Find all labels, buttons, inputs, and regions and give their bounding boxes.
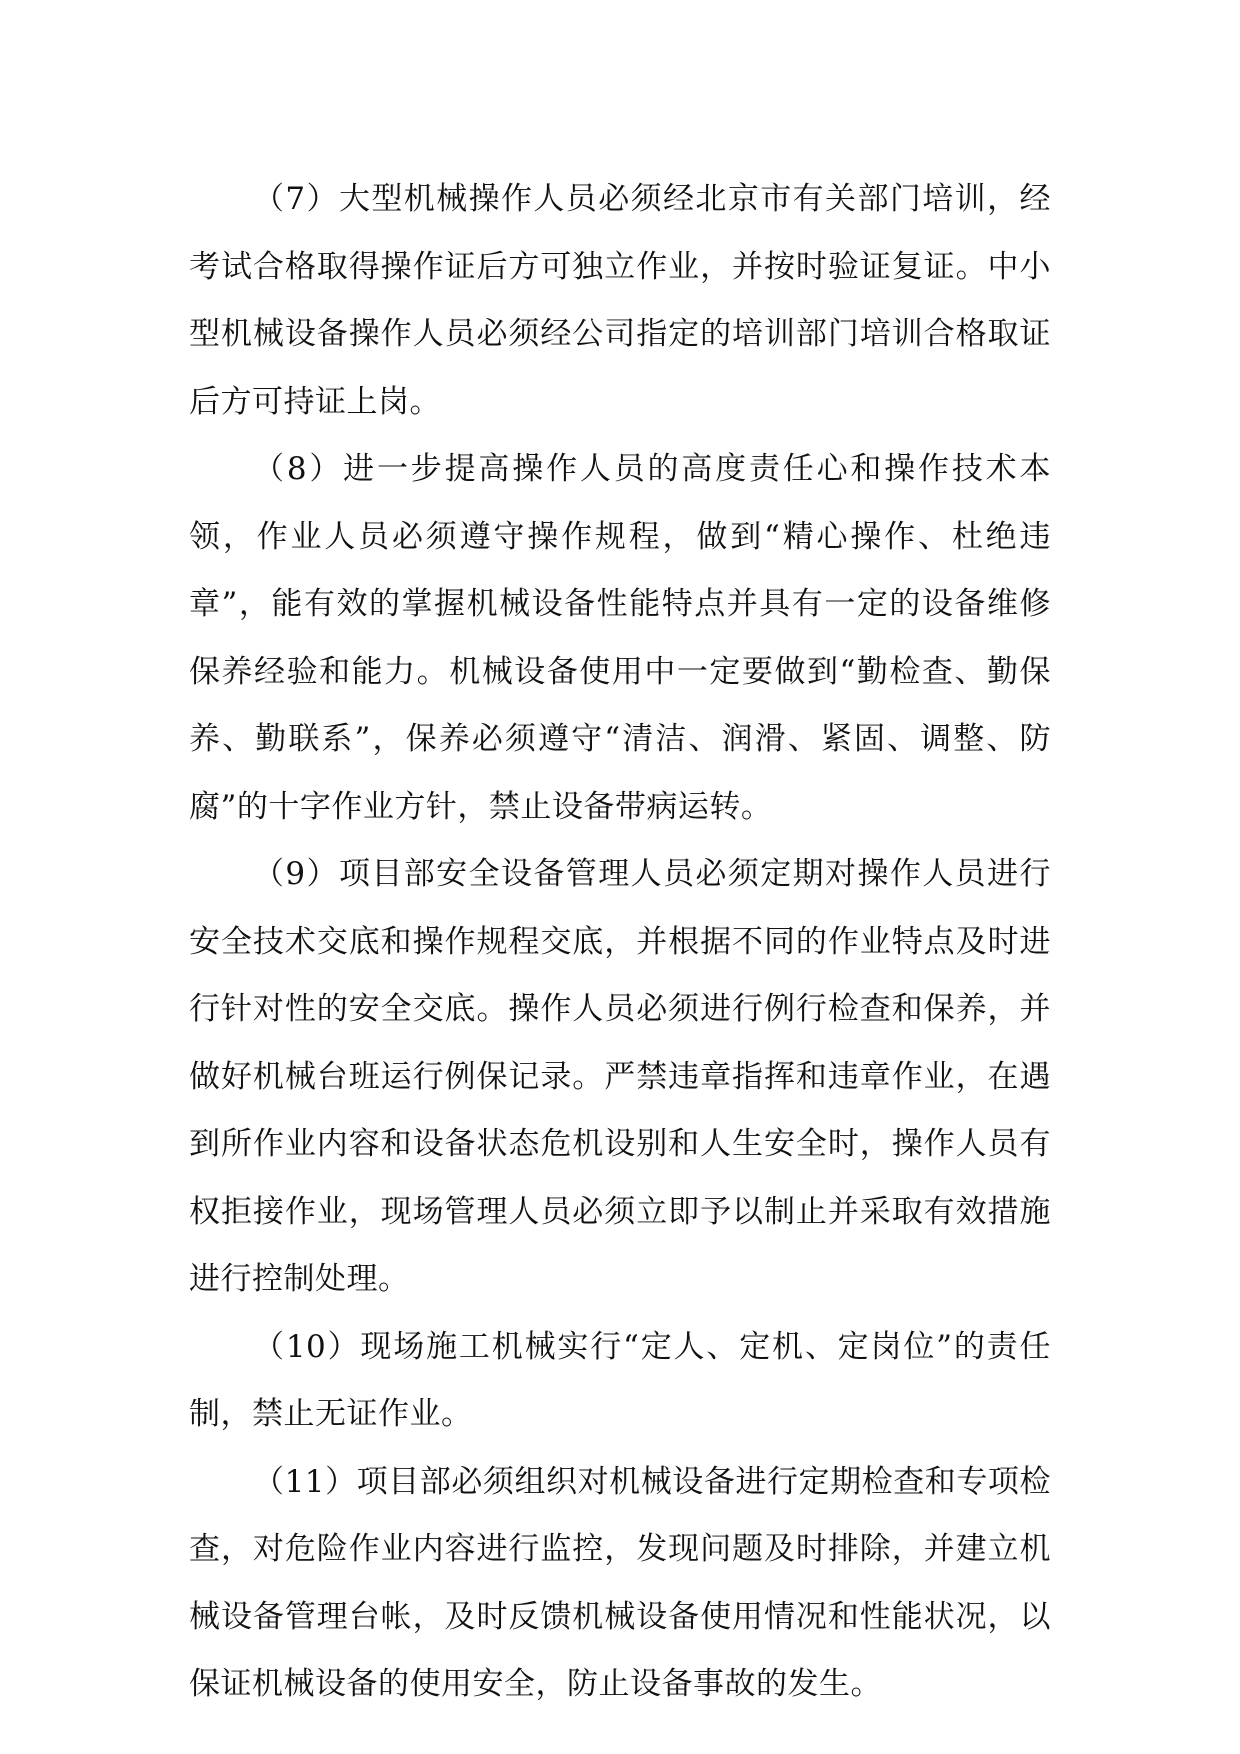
paragraph-item-7: （7）大型机械操作人员必须经北京市有关部门培训，经考试合格取得操作证后方可独立作业，并按时验证复证。中小型机械设备操作人员必须经公司指定的培训部门培训合格取证后方可持证上岗。: [189, 181, 1051, 420]
paragraph-item-8: （8）进一步提高操作人员的高度责任心和操作技术本领，作业人员必须遵守操作规程，做到“精心操作、杜绝违章”，能有效的掌握机械设备性能特点并具有一定的设备维修保养经验和能力。机械设备使用中一定要做到“勤检查、勤保养、勤联系”，保养必须遵守“清洁、润滑、紧固、调整、防腐”的十字作业方针，禁止设备带病运转。: [189, 451, 1051, 825]
paragraph-item-11: （11）项目部必须组织对机械设备进行定期检查和专项检查，对危险作业内容进行监控，发现问题及时排除，并建立机械设备管理台帐，及时反馈机械设备使用情况和性能状况，以保证机械设备的使用安全，防止设备事故的发生。: [189, 1463, 1051, 1702]
paragraph-item-9: （9）项目部安全设备管理人员必须定期对操作人员进行安全技术交底和操作规程交底，并根据不同的作业特点及时进行针对性的安全交底。操作人员必须进行例行检查和保养，并做好机械台班运行例保记录。严禁违章指挥和违章作业，在遇到所作业内容和设备状态危机设别和人生安全时，操作人员有权拒接作业，现场管理人员必须立即予以制止并采取有效措施进行控制处理。: [189, 856, 1051, 1297]
document-body: [189, 166, 1051, 1719]
paragraph-item-10: （10）现场施工机械实行“定人、定机、定岗位”的责任制，禁止无证作业。: [189, 1328, 1051, 1432]
